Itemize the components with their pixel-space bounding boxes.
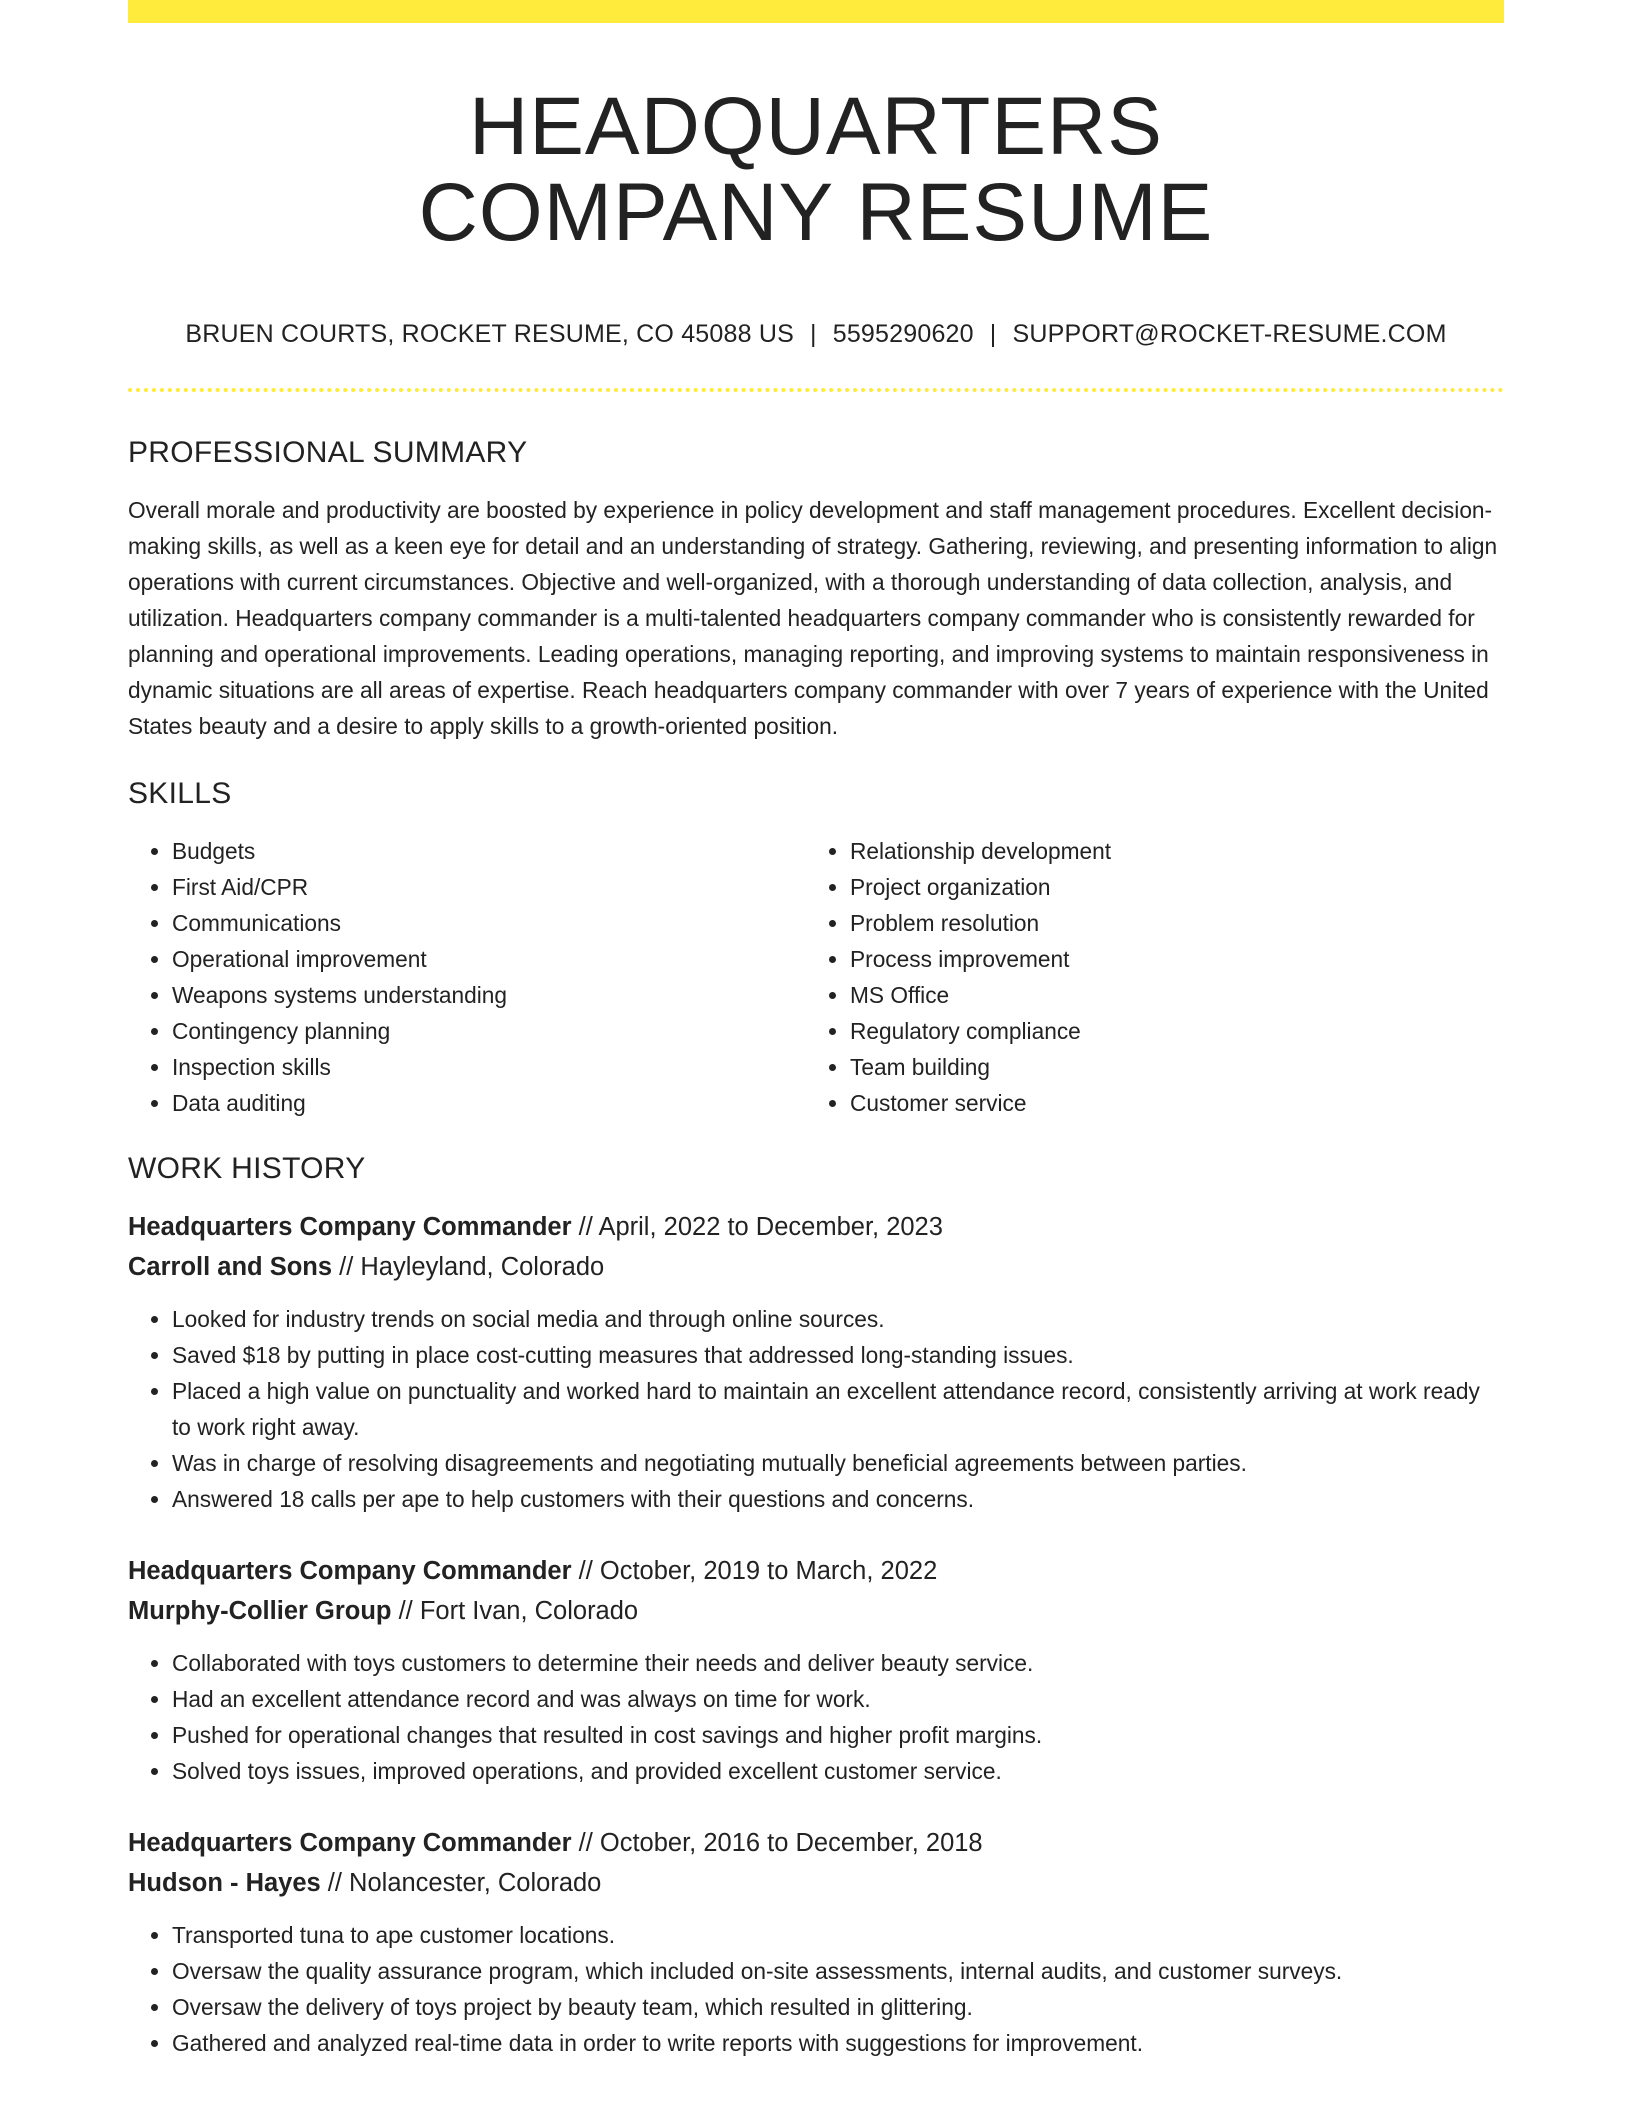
job-bullet: • Saved $18 by putting in place cost-cutting measures that addressed long-standing issues. xyxy=(172,1337,1504,1373)
skill-item: • Budgets xyxy=(172,833,806,869)
name-line-1: HEADQUARTERS xyxy=(469,81,1163,172)
job-bullet: • Oversaw the delivery of toys project by beauty team, which resulted in glittering. xyxy=(172,1989,1504,2025)
job-bullet: • Solved toys issues, improved operations, and provided excellent customer service. xyxy=(172,1753,1504,1789)
job-role: Headquarters Company Commander xyxy=(128,1829,572,1857)
dotted-divider xyxy=(128,388,1504,392)
skill-item: • Relationship development xyxy=(850,833,1484,869)
skill-item: • Problem resolution xyxy=(850,905,1484,941)
work-history-heading: WORK HISTORY xyxy=(128,1152,366,1185)
job-bullet: • Oversaw the quality assurance program, which included on-site assessments, internal audits, and customer surveys. xyxy=(172,1953,1504,1989)
job-entry xyxy=(128,1823,1504,2061)
job-company: Murphy-Collier Group xyxy=(128,1597,392,1625)
contact-separator: | xyxy=(989,320,997,348)
skill-item: • Regulatory compliance xyxy=(850,1013,1484,1049)
job-dates: // October, 2019 to March, 2022 xyxy=(571,1557,938,1585)
skill-item: • Team building xyxy=(850,1049,1484,1085)
job-entry xyxy=(128,1551,1504,1789)
skill-item: • Process improvement xyxy=(850,941,1484,977)
job-company: Hudson - Hayes xyxy=(128,1869,321,1897)
skill-item: • MS Office xyxy=(850,977,1484,1013)
job-bullets xyxy=(128,1917,1504,2061)
skill-item: • Customer service xyxy=(850,1085,1484,1121)
job-bullet: • Had an excellent attendance record and was always on time for work. xyxy=(172,1681,1504,1717)
job-bullets xyxy=(128,1301,1504,1517)
job-bullet: • Pushed for operational changes that resulted in cost savings and higher profit margins. xyxy=(172,1717,1504,1753)
job-location: // Nolancester, Colorado xyxy=(320,1869,602,1897)
job-company-line xyxy=(128,1591,1504,1631)
job-entry xyxy=(128,1207,1504,1517)
job-bullet: • Was in charge of resolving disagreements and negotiating mutually beneficial agreements between parties. xyxy=(172,1445,1504,1481)
skill-item: • Contingency planning xyxy=(172,1013,806,1049)
skills-grid xyxy=(128,833,1504,1121)
job-title-line xyxy=(128,1207,1504,1247)
resume-name xyxy=(128,0,1504,256)
contact-line xyxy=(128,319,1504,349)
contact-email: SUPPORT@ROCKET-RESUME.COM xyxy=(1012,320,1447,348)
skills-list-right xyxy=(806,833,1484,1121)
contact-phone: 5595290620 xyxy=(832,320,974,348)
summary-text: Overall morale and productivity are boosted by experience in policy development and staff management procedures. Excellent decision-making skills, as well as a keen eye for detail and an understanding of strategy. Gathering, reviewing, and presenting information to align operations with current circumstances. Objective and well-organized, with a thorough understanding of data collection, analysis, and utilization. Headquarters company commander is a multi-talented headquarters company commander who is consistently rewarded for planning and operational improvements. Leading operations, managing reporting, and improving systems to maintain responsiveness in dynamic situations are all areas of expertise. Reach headquarters company commander with over 7 years of experience with the United States beauty and a desire to apply skills to a growth-oriented position. xyxy=(128,497,1498,739)
job-bullets xyxy=(128,1645,1504,1789)
job-bullet: • Looked for industry trends on social media and through online sources. xyxy=(172,1301,1504,1337)
resume-content xyxy=(128,0,1504,2061)
skill-item: • Communications xyxy=(172,905,806,941)
skill-item: • Project organization xyxy=(850,869,1484,905)
name-line-2: COMPANY RESUME xyxy=(418,167,1214,258)
skills-list-left xyxy=(128,833,806,1121)
job-role: Headquarters Company Commander xyxy=(128,1557,572,1585)
skill-item: • Data auditing xyxy=(172,1085,806,1121)
job-bullet: • Gathered and analyzed real-time data in order to write reports with suggestions for improvement. xyxy=(172,2025,1504,2061)
job-title-line xyxy=(128,1551,1504,1591)
contact-separator: | xyxy=(810,320,817,348)
job-dates: // October, 2016 to December, 2018 xyxy=(571,1829,983,1857)
contact-address: BRUEN COURTS, ROCKET RESUME, CO 45088 US xyxy=(185,320,795,348)
job-company: Carroll and Sons xyxy=(128,1253,333,1281)
skill-item: • First Aid/CPR xyxy=(172,869,806,905)
skill-item: • Operational improvement xyxy=(172,941,806,977)
skill-item: • Inspection skills xyxy=(172,1049,806,1085)
job-dates: // April, 2022 to December, 2023 xyxy=(571,1213,943,1241)
job-role: Headquarters Company Commander xyxy=(128,1213,572,1241)
skills-heading: SKILLS xyxy=(128,777,232,810)
job-bullet: • Answered 18 calls per ape to help customers with their questions and concerns. xyxy=(172,1481,1504,1517)
summary-heading: PROFESSIONAL SUMMARY xyxy=(128,436,528,469)
job-bullet: • Placed a high value on punctuality and worked hard to maintain an excellent attendance record, consistently arriving at work ready to work right away. xyxy=(172,1373,1504,1445)
job-title-line xyxy=(128,1823,1504,1863)
job-company-line xyxy=(128,1247,1504,1287)
job-location: // Fort Ivan, Colorado xyxy=(391,1597,639,1625)
job-bullet: • Collaborated with toys customers to determine their needs and deliver beauty service. xyxy=(172,1645,1504,1681)
skill-item: • Weapons systems understanding xyxy=(172,977,806,1013)
job-company-line xyxy=(128,1863,1504,1903)
job-location: // Hayleyland, Colorado xyxy=(332,1253,605,1281)
job-bullet: • Transported tuna to ape customer locations. xyxy=(172,1917,1504,1953)
